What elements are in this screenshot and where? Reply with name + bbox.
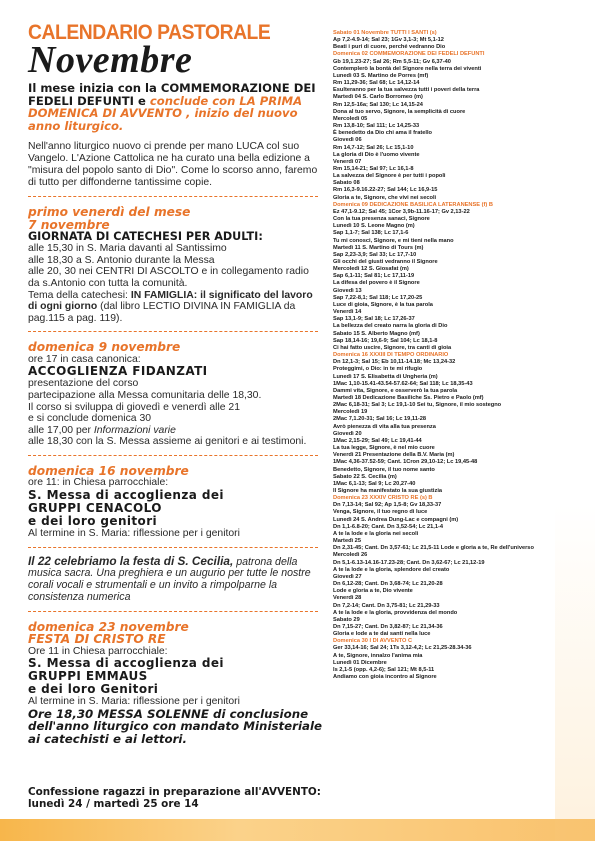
- calendar-reading-row: Rm 16,3-9.16.22-27; Sal 144; Lc 16,9-15: [333, 187, 438, 194]
- calendar-reading-row: Sap 7,22-8,1; Sal 118; Lc 17,20-25: [333, 294, 423, 301]
- calendar-antiphon-row: Luce di gioia, Signore, è la tua parola: [333, 301, 433, 308]
- section-line: [28, 425, 323, 437]
- calendar-reading-row: Lunedì 10 S. Leone Magno (m): [333, 223, 415, 230]
- calendar-reading-row: Dn 2,31-45; Cant. Dn 3,57-61; Lc 21,5-11 Lode e gloria a te, Re dell'universo: [333, 545, 534, 552]
- calendar-reading-row: Venerdì 28: [333, 595, 362, 602]
- calendar-antiphon-row: Ci hai fatto uscire, Signore, tra canti di gioia: [333, 344, 452, 351]
- calendar-reading-row: Sabato 29: [333, 616, 360, 623]
- solemn-mass: Ore 18,30 MESSA SOLENNE di conclusione dell'anno liturgico con mandato Ministeriale ai catechisti e ai lettori.: [28, 706, 323, 746]
- calendar-antiphon-row: Esulteranno per la tua salvezza tutti i poveri della terra: [333, 87, 480, 94]
- section-nov-9: [28, 341, 323, 448]
- calendar-feast-row: Sabato 01 Novembre TUTTI I SANTI (s): [333, 30, 437, 36]
- section-line: alle 20, 30 nei CENTRI DI ASCOLTO e in collegamento radio da s.Antonio con tutta la comunità.: [28, 266, 309, 289]
- calendar-antiphon-row: Con la tua presenza sanaci, Signore: [333, 216, 430, 223]
- calendar-antiphon-row: La difesa del povero è il Signore: [333, 280, 420, 287]
- calendar-reading-row: Dn 6,12-28; Cant. Dn 3,68-74; Lc 21,20-28: [333, 581, 443, 588]
- section-line: partecipazione alla Messa comunitaria delle 18,30.: [28, 389, 262, 401]
- calendar-reading-row: Sap 2,23-3,9; Sal 33; Lc 17,7-10: [333, 251, 417, 258]
- calendar-antiphon-row: È benedetto da Dio chi ama il fratello: [333, 130, 432, 137]
- intro-paragraph: Nell'anno liturgico nuovo ci prende per mano LUCA col suo Vangelo. L'Azione Cattolica ne ha curato una bella edizione a "misura del popolo santo di Dio". Come lo scorso anno, faremo di tutto per diffonderne tantissime copie.: [28, 141, 318, 189]
- section-line: presentazione del corso: [28, 378, 139, 390]
- calendar-reading-row: Lunedì 03 S. Martino de Porres (mf): [333, 72, 429, 79]
- intro-orange: conclude con LA PRIMA DOMENICA DI AVVENTO , inizio del nuovo anno liturgico.: [28, 93, 303, 133]
- intro-text: [28, 82, 323, 132]
- section-divider: [28, 611, 318, 612]
- cecilia-note: [28, 553, 323, 604]
- calendar-reading-row: Giovedì 27: [333, 573, 362, 580]
- cecilia-heading: Il 22 celebriamo la festa di S. Cecilia,: [28, 553, 234, 568]
- liturgical-calendar: [333, 30, 578, 681]
- calendar-reading-row: 1Mac 4,36-37.52-59; Cant. 1Cron 29,10-12; Lc 19,45-48: [333, 459, 478, 466]
- calendar-reading-row: Sap 13,1-9; Sal 18; Lc 17,26-37: [333, 316, 415, 323]
- footer-band: [0, 819, 595, 841]
- calendar-feast-row: Domenica 23 XXXIV CRISTO RE (s) B: [333, 495, 433, 502]
- info-label: Informazioni varie: [93, 424, 176, 436]
- calendar-reading-row: Rm 12,5-16a; Sal 130; Lc 14,15-24: [333, 101, 423, 108]
- calendar-reading-row: Is 2,1-5 (opp. 4,2-6); Sal 121; Mt 8,5-11: [333, 666, 435, 673]
- calendar-reading-row: Dn 12,1-3; Sal 15; Eb 10,11-14.18; Mc 13,24-32: [333, 359, 456, 366]
- section-heading: e dei loro Genitori: [28, 682, 159, 697]
- calendar-antiphon-row: A te la lode e la gloria, provvidenza del mondo: [333, 609, 458, 616]
- calendar-antiphon-row: Gloria a te, Signore, che vivi nei secoli: [333, 194, 437, 201]
- calendar-reading-row: Rm 14,7-12; Sal 26; Lc 15,1-10: [333, 144, 414, 151]
- section-heading: e dei loro genitori: [28, 513, 158, 528]
- calendar-antiphon-row: Gli occhi del giusti vedranno il Signore: [333, 259, 438, 265]
- section-heading: S. Messa di accoglienza dei: [28, 487, 224, 502]
- page-title: CALENDARIO PASTORALE: [28, 21, 271, 44]
- section-line: alle 18,30 con la S. Messa assieme ai genitori e ai testimoni.: [28, 436, 307, 448]
- calendar-reading-row: Martedì 25: [333, 538, 361, 545]
- calendar-reading-row: 2Mac 7,1.20-31; Sal 16; Lc 19,11-28: [333, 416, 427, 423]
- section-heading: ACCOGLIENZA FIDANZATI: [28, 364, 208, 379]
- section-subtitle: FESTA DI CRISTO RE: [28, 632, 166, 647]
- section-heading: GIORNATA DI CATECHESI PER ADULTI:: [28, 230, 263, 244]
- section-line: alle 15,30 in S. Maria davanti al Santissimo: [28, 243, 227, 255]
- calendar-antiphon-row: Andiamo con gioia incontro al Signore: [333, 674, 437, 681]
- calendar-reading-row: Sap 6,1-11; Sal 81; Lc 17,11-19: [333, 273, 415, 280]
- calendar-reading-row: 1Mac 6,1-13; Sal 9; Lc 20,27-40: [333, 480, 416, 487]
- calendar-reading-row: Sap 1,1-7; Sal 138; Lc 17,1-6: [333, 230, 409, 237]
- calendar-reading-row: Lunedì 01 Dicembre: [333, 659, 387, 666]
- theme-title: IN FAMIGLIA: il significato del lavoro di ogni giorno: [28, 289, 313, 313]
- calendar-antiphon-row: Avrò pienezza di vita alla tua presenza: [333, 423, 436, 430]
- calendar-feast-row: Domenica 02 COMMEMORAZIONE DEI FEDELI DEFUNTI: [333, 51, 485, 58]
- calendar-antiphon-row: La tua legge, Signore, è nel mio cuore: [333, 445, 435, 452]
- calendar-reading-row: 1Mac 1,10-15.41-43.54-57.62-64; Sal 118; Lc 18,35-43: [333, 380, 473, 387]
- calendar-reading-row: Rm 15,14-21; Sal 97; Lc 16,1-8: [333, 165, 414, 172]
- calendar-reading-row: Dn 5,1-6.13-14.16-17.23-28; Cant. Dn 3,62-67; Lc 21,12-19: [333, 559, 485, 566]
- month-title: Novembre: [28, 39, 193, 81]
- calendar-antiphon-row: Beati i puri di cuore, perché vedranno Dio: [333, 44, 446, 51]
- section-line: ore 11: in Chiesa parrocchiale:: [28, 477, 169, 489]
- calendar-reading-row: Venerdì 07: [333, 158, 362, 165]
- theme-source: (dal libro LECTIO DIVINA IN FAMIGLIA da pag.115 a pag. 119).: [28, 301, 296, 324]
- calendar-antiphon-row: Lode e gloria a te, Dio vivente: [333, 588, 413, 595]
- calendar-antiphon-row: Dammi vita, Signore, e osserverò la tua parola: [333, 387, 458, 394]
- section-title: domenica 23 novembre: [28, 619, 189, 634]
- calendar-reading-row: Sap 18,14-16; 19,6-9; Sal 104; Lc 18,1-8: [333, 337, 438, 344]
- calendar-reading-row: Dn 7,15-27; Cant. Dn 3,82-87; Lc 21,34-36: [333, 623, 443, 630]
- calendar-reading-row: Giovedì 13: [333, 287, 362, 294]
- calendar-reading-row: Rm 13,8-10; Sal 111; Lc 14,25-33: [333, 123, 420, 130]
- section-line: Al termine in S. Maria: riflessione per i genitori: [28, 527, 240, 539]
- section-divider: [28, 331, 318, 332]
- calendar-reading-row: Giovedì 20: [333, 430, 362, 437]
- calendar-reading-row: Lunedì 24 S. Andrea Dung-Lac e compagni (m): [333, 516, 459, 523]
- section-divider: [28, 547, 318, 548]
- section-heading: GRUPPI EMMAUS: [28, 669, 148, 684]
- section-line: ore 17 in casa canonica:: [28, 353, 141, 365]
- section-title: domenica 16 novembre: [28, 463, 189, 478]
- calendar-reading-row: Mercoledì 12 S. Giosafat (m): [333, 266, 409, 273]
- calendar-antiphon-row: Il Signore ha manifestato la sua giustizia: [333, 488, 443, 494]
- calendar-reading-row: Lunedì 17 S. Elisabetta di Ungheria (m): [333, 373, 438, 380]
- calendar-reading-row: Sabato 08: [333, 180, 360, 187]
- calendar-antiphon-row: La gloria di Dio è l'uomo vivente: [333, 151, 420, 158]
- section-nov-16: [28, 465, 323, 540]
- calendar-reading-row: Dn 7,13-14; Sal 92; Ap 1,5-8; Gv 18,33-37: [333, 502, 442, 509]
- confession-line: Confessione ragazzi in preparazione all'AVVENTO:: [28, 786, 321, 798]
- calendar-antiphon-row: Tu mi conosci, Signore, e mi tieni nella mano: [333, 237, 454, 244]
- calendar-reading-row: Ap 7,2-4.9-14; Sal 23; 1Gv 3,1-3; Mt 5,1-12: [333, 37, 444, 44]
- section-title: domenica 9 novembre: [28, 340, 181, 355]
- calendar-reading-row: 1Mac 2,15-29; Sal 49; Lc 19,41-44: [333, 437, 422, 444]
- intro-black: Il mese inizia con la COMMEMORAZIONE DEI FEDELI DEFUNTI e: [28, 81, 316, 108]
- calendar-reading-row: Mercoledì 19: [333, 409, 368, 416]
- section-first-friday: [28, 206, 323, 324]
- cecilia-text: patrona della musica sacra. Una preghiera e un augurio per tutte le nostre corali vocali e strumentali e un invito a rimpolparne la consistenza numerica: [28, 555, 311, 603]
- calendar-reading-row: Venerdì 21 Presentazione della B.V. Maria (m): [333, 452, 455, 459]
- section-heading: S. Messa di accoglienza dei: [28, 656, 224, 671]
- section-line: Al termine in S. Maria: riflessione per i genitori: [28, 696, 240, 708]
- calendar-antiphon-row: Benedetto, Signore, il tuo nome santo: [333, 466, 435, 473]
- section-line: alle 18,30 a S. Antonio durante la Messa: [28, 254, 215, 266]
- calendar-antiphon-row: A te la lode e la gloria nei secoli: [333, 530, 419, 537]
- calendar-feast-row: Domenica 09 DEDICAZIONE BASILICA LATERANENSE (f) B: [333, 201, 493, 208]
- calendar-reading-row: Sabato 22 S. Cecilia (m): [333, 473, 397, 480]
- calendar-antiphon-row: Contemplerò la bontà del Signore nella terra dei viventi: [333, 65, 482, 72]
- section-line: Ore 11 in Chiesa parrocchiale:: [28, 645, 168, 657]
- calendar-reading-row: Venerdì 14: [333, 309, 362, 316]
- calendar-antiphon-row: La salvezza del Signore è per tutti i popoli: [333, 173, 446, 180]
- confession-line: lunedì 24 / martedì 25 ore 14: [28, 797, 199, 810]
- calendar-reading-row: Ez 47,1-9.12; Sal 45; 1Cor 3,9b-11.16-17; Gv 2,13-22: [333, 208, 470, 215]
- theme-label: Tema della catechesi:: [28, 289, 131, 301]
- calendar-reading-row: Martedì 04 S. Carlo Borromeo (m): [333, 94, 423, 101]
- calendar-reading-row: Mercoledì 05: [333, 115, 368, 122]
- section-nov-23: [28, 621, 323, 745]
- left-column: [28, 22, 323, 745]
- confession-note: [28, 787, 328, 810]
- time-label: alle 17,00 per: [28, 424, 94, 436]
- calendar-reading-row: Dn 1,1-6.8-20; Cant. Dn 3,52-54; Lc 21,1-4: [333, 523, 444, 530]
- calendar-antiphon-row: La bellezza del creato narra la gloria di Dio: [333, 323, 448, 330]
- calendar-reading-row: Rm 11,29-36; Sal 68; Lc 14,12-14: [333, 80, 420, 87]
- calendar-feast-row: Domenica 30 I DI AVVENTO C: [333, 638, 413, 645]
- section-title: primo venerdì del mese: [28, 205, 191, 220]
- calendar-reading-row: Dn 7,2-14; Cant. Dn 3,75-81; Lc 21,29-33: [333, 602, 440, 609]
- calendar-antiphon-row: Proteggimi, o Dio: in te mi rifugio: [333, 366, 423, 373]
- calendar-reading-row: Ger 33,14-16; Sal 24; 1Ts 3,12-4,2; Lc 21,25-28.34-36: [333, 645, 472, 652]
- calendar-reading-row: Martedì 11 S. Martino di Tours (m): [333, 244, 424, 251]
- calendar-reading-row: Gb 19,1.23-27; Sal 26; Rm 5,5-11; Gv 6,37-40: [333, 58, 451, 65]
- calendar-reading-row: Sabato 15 S. Alberto Magno (mf): [333, 330, 420, 337]
- calendar-reading-row: Martedì 18 Dedicazione Basiliche Ss. Pietro e Paolo (mf): [333, 394, 484, 401]
- section-line: Il corso si sviluppa di giovedì e venerdì alle 21: [28, 401, 240, 413]
- calendar-antiphon-row: Venga, Signore, il tuo regno di luce: [333, 509, 428, 516]
- section-heading: GRUPPI CENACOLO: [28, 500, 162, 515]
- section-date: 7 novembre: [28, 217, 110, 232]
- calendar-antiphon-row: Gloria e lode a te dai santi nella luce: [333, 631, 431, 638]
- calendar-antiphon-row: Dona al tuo servo, Signore, la semplicità di cuore: [333, 108, 466, 115]
- calendar-reading-row: Giovedì 06: [333, 137, 362, 144]
- calendar-antiphon-row: A te, Signore, innalzo l'anima mia: [333, 652, 423, 659]
- calendar-antiphon-row: A te la lode e la gloria, splendore del creato: [333, 566, 450, 573]
- section-divider: [28, 455, 318, 456]
- section-divider: [28, 196, 318, 197]
- section-line: e si conclude domenica 30: [28, 413, 152, 425]
- calendar-feast-row: Domenica 16 XXXIII DI TEMPO ORDINARIO: [333, 352, 449, 359]
- calendar-reading-row: 2Mac 6,18-31; Sal 3; Lc 19,1-10 Sei tu, Signore, il mio sostegno: [333, 402, 502, 409]
- calendar-reading-row: Mercoledì 26: [333, 552, 368, 559]
- section-line: [28, 290, 323, 325]
